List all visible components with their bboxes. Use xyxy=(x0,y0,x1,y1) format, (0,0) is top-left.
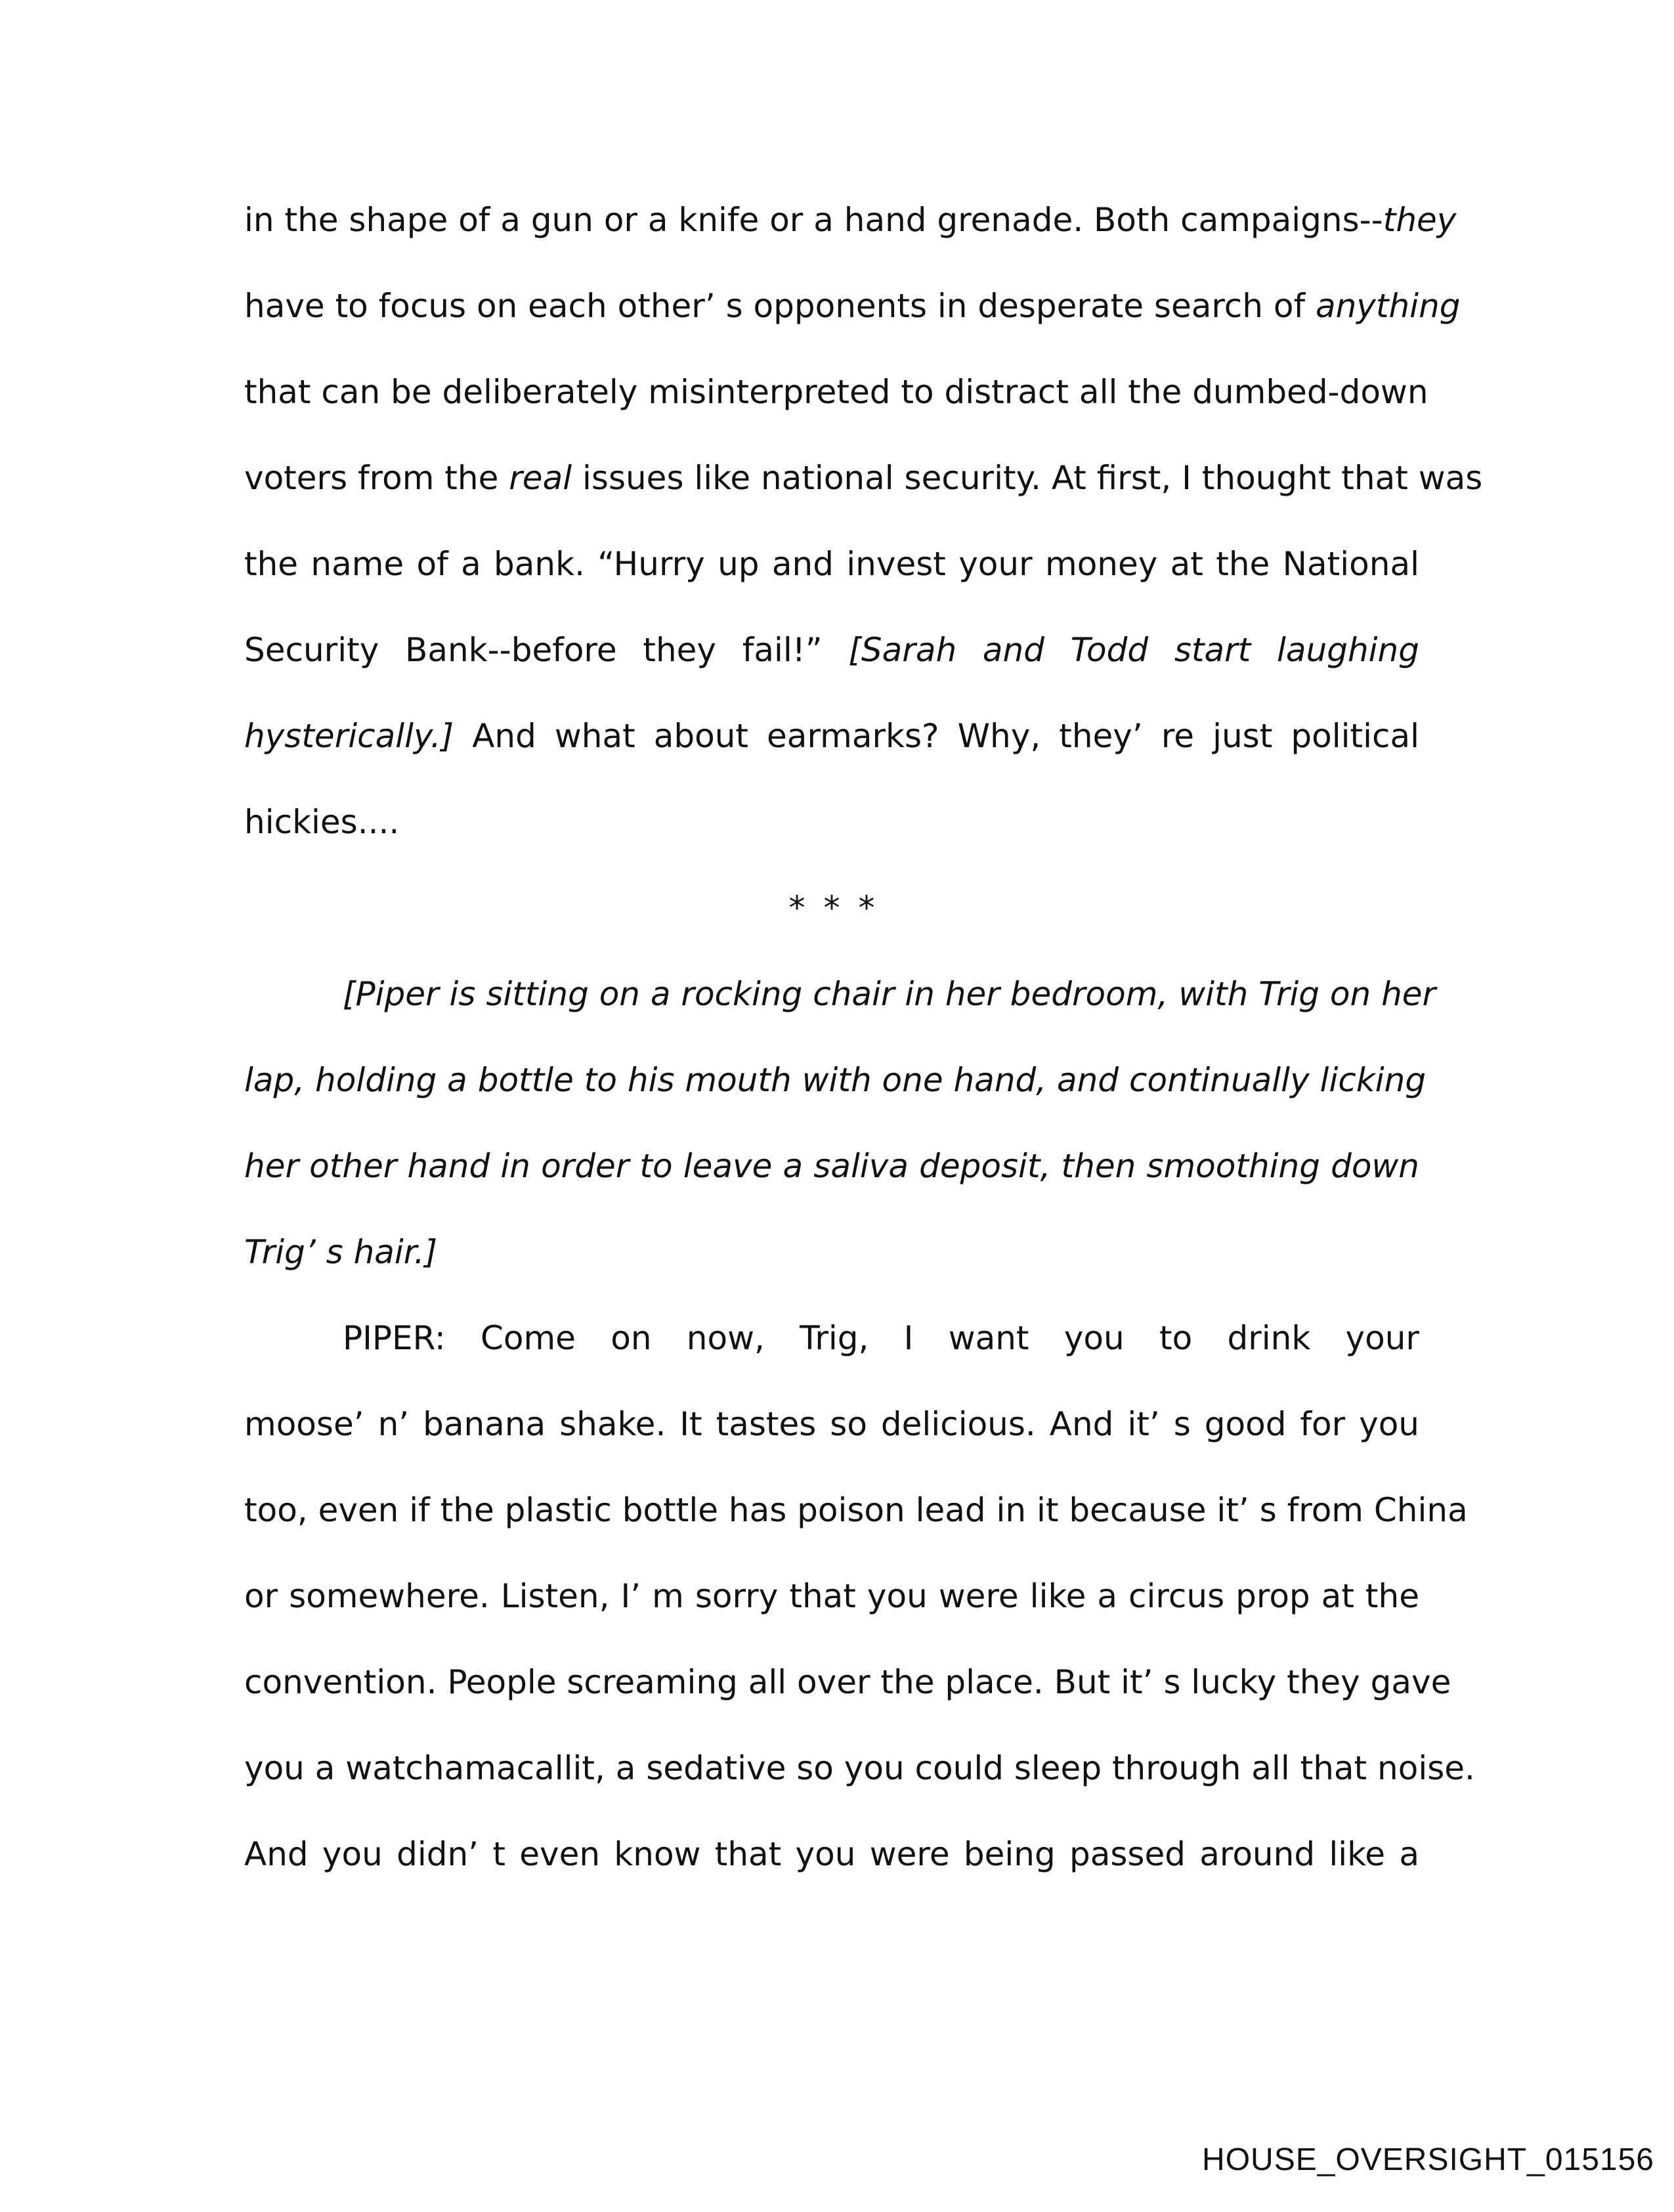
text-run: And what about earmarks? Why, they’ re just political xyxy=(454,717,1419,755)
text-line: you a watchamacallit, a sedative so you could sleep through all that noise. xyxy=(244,1749,1475,1787)
text-line xyxy=(244,786,1419,872)
italic-text-run: they xyxy=(1383,201,1457,239)
text-line: or somewhere. Listen, I’ m sorry that you were like a circus prop at the xyxy=(244,1577,1419,1615)
text-line: Trig’ s hair.] xyxy=(244,1233,438,1271)
text-line xyxy=(244,270,1461,356)
italic-text-run: anything xyxy=(1315,287,1461,325)
text-line: And you didn’ t even know that you were being passed around like a xyxy=(244,1835,1419,1873)
text-run: that can be deliberately misinterpreted to distract all the dumbed-down xyxy=(244,373,1428,411)
italic-text-run: [Sarah and Todd start laughing xyxy=(848,631,1419,669)
text-run: in the shape of a gun or a knife or a hand grenade. Both campaigns-- xyxy=(244,201,1383,239)
text-run: the name of a bank. “Hurry up and invest your money at the National xyxy=(244,545,1419,583)
text-line xyxy=(244,442,1483,528)
text-line: convention. People screaming all over the place. But it’ s lucky they gave xyxy=(244,1663,1451,1701)
text-line xyxy=(244,184,1457,270)
text-line: moose’ n’ banana shake. It tastes so delicious. And it’ s good for you xyxy=(244,1405,1419,1443)
text-line: [Piper is sitting on a rocking chair in her bedroom, with Trig on her xyxy=(343,975,1436,1013)
scene-break-asterisk: * xyxy=(858,889,875,927)
italic-text-run: real xyxy=(509,459,572,497)
bates-stamp: HOUSE_OVERSIGHT_015156 xyxy=(1202,2142,1654,2177)
paragraph-narration xyxy=(244,184,1483,872)
text-run: Security Bank--before they fail!” xyxy=(244,631,849,669)
text-line: too, even if the plastic bottle has poison lead in it because it’ s from China xyxy=(244,1491,1468,1529)
text-line: PIPER: Come on now, Trig, I want you to drink your xyxy=(343,1319,1419,1357)
text-run: hickies.... xyxy=(244,803,400,841)
text-line: her other hand in order to leave a saliva deposit, then smoothing down xyxy=(244,1147,1419,1185)
text-line xyxy=(244,700,1419,786)
italic-text-run: hysterically.] xyxy=(244,717,454,755)
text-run: voters from the xyxy=(244,459,509,497)
scene-break xyxy=(244,872,1419,958)
text-run: have to focus on each other’ s opponents in desperate search of xyxy=(244,287,1316,325)
text-line xyxy=(244,356,1428,442)
dialogue-paragraph xyxy=(244,1302,1475,1904)
text-line xyxy=(244,614,1419,700)
scene-break-asterisk: * xyxy=(788,889,805,927)
text-line xyxy=(244,528,1419,614)
document-body xyxy=(244,184,1483,1904)
text-line: lap, holding a bottle to his mouth with one hand, and continually licking xyxy=(244,1061,1427,1099)
scene-break-asterisk: * xyxy=(823,889,840,927)
stage-direction xyxy=(244,958,1436,1302)
text-run: issues like national security. At first, I thought that was xyxy=(572,459,1483,497)
